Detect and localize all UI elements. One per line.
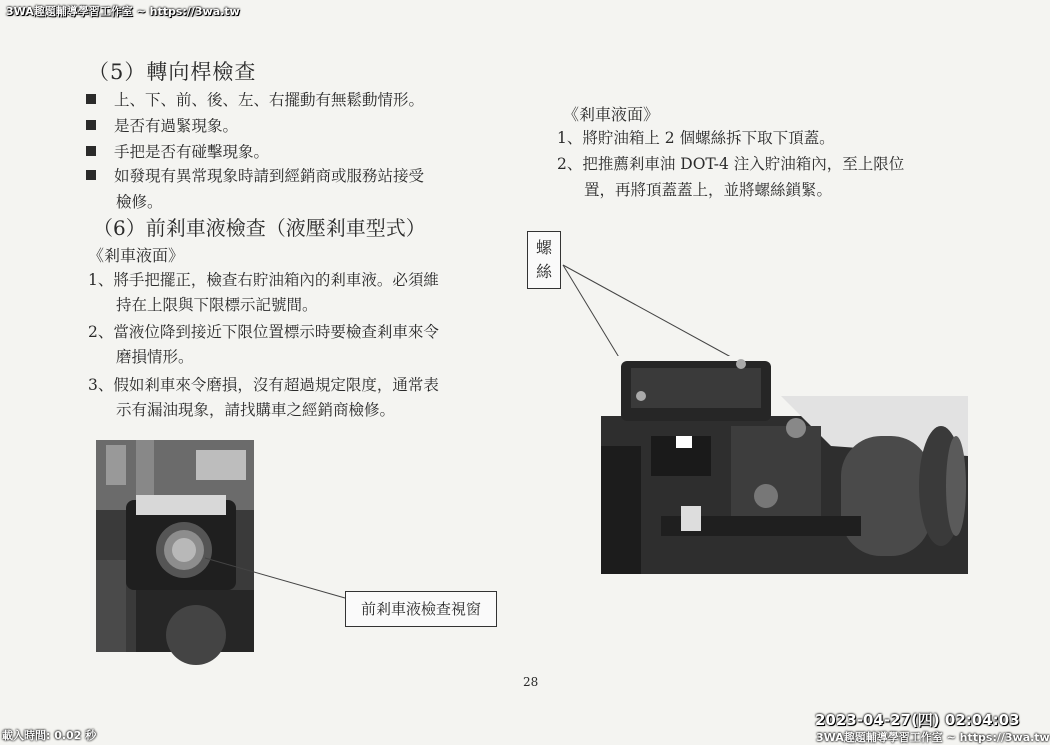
numbered-item-3-cont: 示有漏油現象，請找購車之經銷商檢修。: [116, 401, 396, 419]
right-subheading: 《剎車液面》: [563, 105, 660, 124]
section-6-subheading: 《剎車液面》: [88, 246, 185, 265]
page-number: 28: [523, 675, 539, 689]
reservoir-cap-photo: [601, 356, 968, 574]
bullet-text: 手把是否有碰擊現象。: [114, 143, 270, 161]
right-item-2-cont: 置，再將頂蓋蓋上，並將螺絲鎖緊。: [584, 181, 833, 199]
bullet-text: 是否有過緊現象。: [114, 117, 239, 135]
right-item-2: 2、把推薦剎車油 DOT-4 注入貯油箱內，至上限位: [557, 155, 905, 173]
numbered-item-3: 3、假如剎車來令磨損，沒有超過規定限度，通常表: [88, 376, 439, 394]
section-6-title: （6）前剎車液檢查（液壓剎車型式）: [93, 216, 426, 240]
watermark-bottom-right: 3WA趣題輔導學習工作室 ~ https://3wa.tw: [816, 731, 1050, 744]
bullet-text: 如發現有異常現象時請到經銷商或服務站接受: [114, 167, 425, 185]
photo-callout-label: 前剎車液檢查視窗: [345, 591, 497, 627]
screw-callout-char: 絲: [535, 262, 552, 281]
timestamp: 2023-04-27(四) 02:04:03: [815, 711, 1020, 729]
bullet-continuation: 檢修。: [116, 193, 163, 211]
section-5-title: （5）轉向桿檢查: [88, 60, 257, 84]
numbered-item-2: 2、當液位降到接近下限位置標示時要檢查剎車來令: [88, 323, 439, 341]
screw-callout-label: [527, 231, 561, 289]
screw-callout-char: 螺: [535, 238, 552, 257]
watermark-top: 3WA趣題輔導學習工作室 ~ https://3wa.tw: [6, 5, 240, 18]
right-item-1: 1、將貯油箱上 2 個螺絲拆下取下頂蓋。: [557, 129, 835, 147]
load-time-watermark: 載入時間: 0.02 秒: [2, 729, 97, 742]
numbered-item-2-cont: 磨損情形。: [116, 348, 194, 366]
bullet-text: 上、下、前、後、左、右擺動有無鬆動情形。: [114, 91, 425, 109]
numbered-item-1: 1、將手把擺正，檢查右貯油箱內的剎車液。必須維: [88, 271, 439, 289]
numbered-item-1-cont: 持在上限與下限標示記號間。: [116, 296, 318, 314]
